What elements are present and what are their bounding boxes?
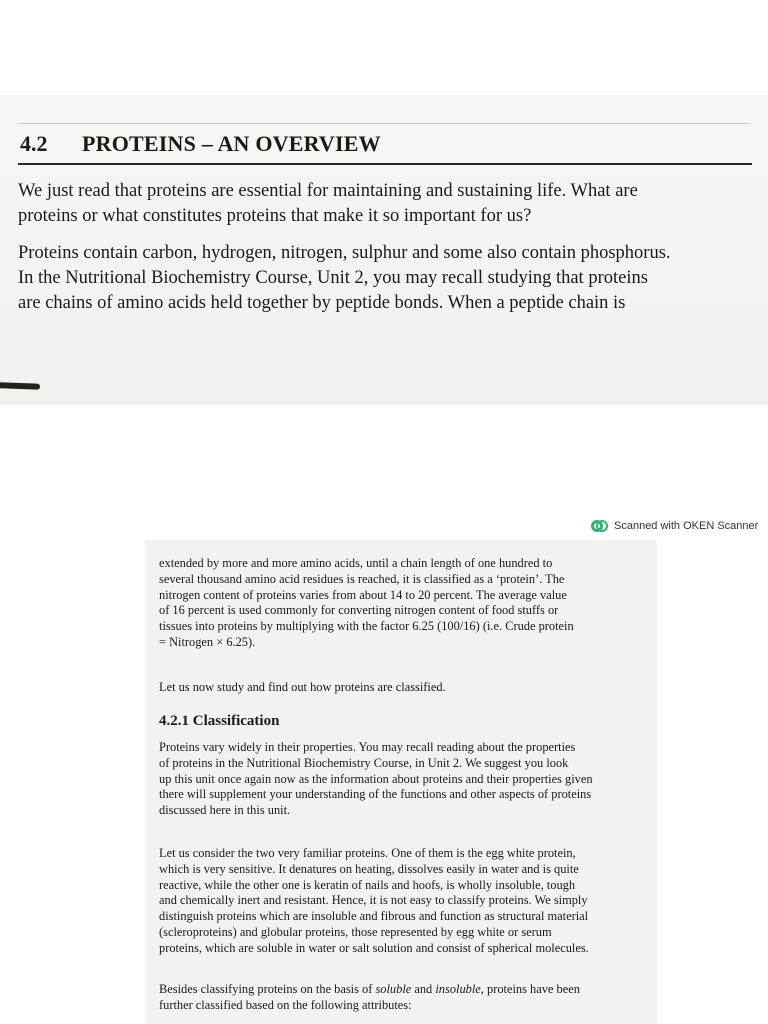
text-line: (scleroproteins) and globular proteins, those represented by egg white or serum xyxy=(159,924,552,939)
text-line: of proteins in the Nutritional Biochemistry Course, in Unit 2. We suggest you look xyxy=(159,755,569,770)
text-line: We just read that proteins are essential for maintaining and sustaining life. What are xyxy=(18,181,638,201)
emphasis-insoluble: insoluble xyxy=(435,982,481,996)
intro-paragraph xyxy=(18,179,758,229)
text-run: , proteins have been xyxy=(480,982,580,996)
familiar-proteins-paragraph xyxy=(159,846,654,957)
protein-definition-paragraph xyxy=(159,556,654,651)
top-page-scan xyxy=(0,95,768,405)
section-title: PROTEINS – AN OVERVIEW xyxy=(82,131,381,156)
text-line: In the Nutritional Biochemistry Course, Unit 2, you may recall studying that proteins xyxy=(18,268,648,288)
properties-paragraph xyxy=(159,740,654,819)
text-line: discussed here in this unit. xyxy=(159,803,291,818)
text-line: further classified based on the following attributes: xyxy=(159,997,412,1012)
subsection-heading: 4.2.1 Classification xyxy=(159,713,280,729)
text-line: = Nitrogen × 6.25). xyxy=(159,634,256,649)
text-line: reactive, while the other one is keratin of nails and hoofs, is wholly insoluble, tough xyxy=(159,877,576,892)
text-line: and chemically inert and resistant. Hence, it is not easy to classify proteins. We simply xyxy=(159,893,588,908)
text-run: and xyxy=(411,982,436,996)
text-line: are chains of amino acids held together by peptide bonds. When a peptide chain is xyxy=(18,293,626,313)
text-line xyxy=(159,982,654,998)
scanner-watermark xyxy=(590,517,758,535)
text-line: Let us now study and find out how proteins are classified. xyxy=(159,680,446,694)
classification-attributes-paragraph xyxy=(159,982,654,1014)
emphasis-soluble: soluble xyxy=(375,982,412,996)
text-line: Let us consider the two very familiar proteins. One of them is the egg white protein, xyxy=(159,846,576,860)
text-line: there will supplement your understanding of the functions and other aspects of proteins xyxy=(159,787,592,802)
oken-scanner-logo-icon xyxy=(590,519,608,533)
text-line: nitrogen content of proteins varies from about 14 to 20 percent. The average value xyxy=(159,587,567,602)
study-intro-paragraph xyxy=(159,680,654,696)
text-line: extended by more and more amino acids, until a chain length of one hundred to xyxy=(159,556,553,570)
text-run: Besides classifying proteins on the basis of xyxy=(159,982,376,996)
text-line: Proteins vary widely in their properties. You may recall reading about the properties xyxy=(159,740,576,754)
text-line: up this unit once again now as the information about proteins and their properties given xyxy=(159,771,593,786)
bottom-page-scan xyxy=(145,540,657,1024)
text-line: Proteins contain carbon, hydrogen, nitrogen, sulphur and some also contain phosphorus. xyxy=(18,243,671,263)
text-line: distinguish proteins which are insoluble and fibrous and function as structural material xyxy=(159,909,589,924)
text-line: several thousand amino acid residues is reached, it is classified as a ‘protein’. The xyxy=(159,571,565,586)
text-line: proteins or what constitutes proteins that make it so important for us? xyxy=(18,206,532,226)
text-line: of 16 percent is used commonly for converting nitrogen content of food stuffs or xyxy=(159,603,559,618)
text-line: which is very sensitive. It denatures on heating, dissolves easily in water and is quite xyxy=(159,861,579,876)
watermark-text: Scanned with OKEN Scanner xyxy=(614,520,759,532)
section-heading xyxy=(20,131,752,163)
text-line: tissues into proteins by multiplying with the factor 6.25 (100/16) (i.e. Crude protein xyxy=(159,619,574,634)
text-line: proteins, which are soluble in water or salt solution and consist of spherical molecules. xyxy=(159,940,589,955)
composition-paragraph xyxy=(18,241,758,316)
page-edge-shadow xyxy=(0,382,40,389)
heading-underline xyxy=(18,163,752,165)
top-divider xyxy=(18,123,750,124)
section-number: 4.2 xyxy=(20,131,48,156)
